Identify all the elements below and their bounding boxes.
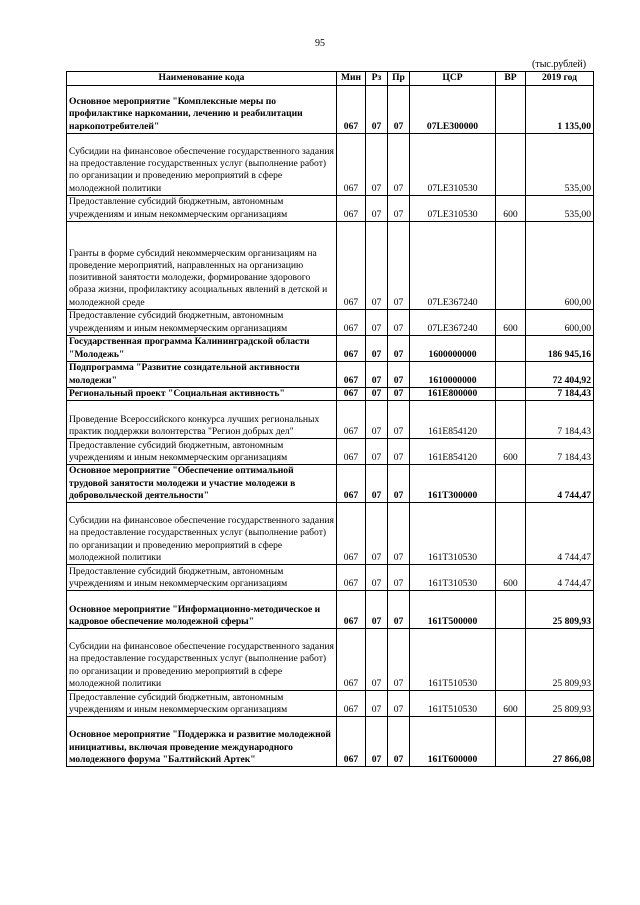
row-csr: 07LE310530 [410,134,496,196]
row-min: 067 [337,222,366,310]
table-row [67,565,594,591]
row-name: Региональный проект "Социальная активность" [67,388,337,401]
row-vr [496,86,526,134]
row-name: Подпрограмма "Развитие созидательной активности молодежи" [67,362,337,388]
row-name: Предоставление субсидий бюджетным, автономным учреждениям и иным некоммерческим организациям [67,439,337,465]
row-name: Субсидии на финансовое обеспечение государственного задания на предоставление государственных услуг (выполнение работ) по организации и проведению мероприятий в сфере молодежной политики [67,134,337,196]
row-name: Предоставление субсидий бюджетным, автономным учреждениям и иным некоммерческим организациям [67,691,337,717]
table-row [67,388,594,401]
row-sum: 600,00 [526,222,594,310]
row-name: Основное мероприятие "Поддержка и развитие молодежной инициативы, включая проведение международного молодежного форума "Балтийский Артек" [67,717,337,767]
row-pr: 07 [388,465,410,503]
table-row [67,310,594,336]
table-row [67,503,594,565]
row-pr: 07 [388,629,410,691]
row-min: 067 [337,401,366,439]
row-sum: 4 744,47 [526,565,594,591]
row-sum: 600,00 [526,310,594,336]
row-rz: 07 [366,591,388,629]
row-vr: 600 [496,691,526,717]
header-pr: Пр [388,72,410,86]
row-csr: 161E854120 [410,439,496,465]
row-min: 067 [337,503,366,565]
row-csr: 1610000000 [410,362,496,388]
row-csr: 07LE300000 [410,86,496,134]
row-pr: 07 [388,196,410,222]
row-csr: 161T310530 [410,503,496,565]
row-pr: 07 [388,591,410,629]
row-min: 067 [337,591,366,629]
row-sum: 27 866,08 [526,717,594,767]
row-rz: 07 [366,196,388,222]
row-vr [496,362,526,388]
row-pr: 07 [388,388,410,401]
row-rz: 07 [366,439,388,465]
row-sum: 7 184,43 [526,388,594,401]
row-min: 067 [337,336,366,362]
header-name: Наименование кода [67,72,337,86]
row-sum: 25 809,93 [526,591,594,629]
table-row [67,691,594,717]
row-min: 067 [337,565,366,591]
table-row [67,439,594,465]
table-row [67,465,594,503]
row-csr: 161T500000 [410,591,496,629]
row-pr: 07 [388,222,410,310]
row-rz: 07 [366,310,388,336]
row-csr: 161T510530 [410,629,496,691]
row-pr: 07 [388,401,410,439]
row-min: 067 [337,86,366,134]
row-vr: 600 [496,565,526,591]
row-csr: 07LE367240 [410,310,496,336]
table-row [67,401,594,439]
row-csr: 161E854120 [410,401,496,439]
row-name: Предоставление субсидий бюджетным, автономным учреждениям и иным некоммерческим организациям [67,196,337,222]
budget-table [66,71,594,767]
row-sum: 25 809,93 [526,629,594,691]
row-name: Основное мероприятие "Информационно-методическое и кадровое обеспечение молодежной сферы" [67,591,337,629]
row-vr [496,465,526,503]
row-name: Субсидии на финансовое обеспечение государственного задания на предоставление государственных услуг (выполнение работ) по организации и проведению мероприятий в сфере молодежной политики [67,629,337,691]
table-row [67,222,594,310]
row-rz: 07 [366,691,388,717]
row-rz: 07 [366,134,388,196]
row-vr: 600 [496,439,526,465]
row-vr: 600 [496,310,526,336]
row-vr [496,134,526,196]
row-rz: 07 [366,86,388,134]
row-csr: 161T300000 [410,465,496,503]
row-pr: 07 [388,134,410,196]
row-min: 067 [337,134,366,196]
row-csr: 161E800000 [410,388,496,401]
row-sum: 535,00 [526,134,594,196]
row-name: Проведение Всероссийского конкурса лучших региональных практик поддержки волонтерства "Регион добрых дел" [67,401,337,439]
row-name: Гранты в форме субсидий некоммерческим организациям на проведение мероприятий, направленных на организацию позитивной занятости молодежи, формирование здорового образа жизни, профилактику асоциальных явлений в детской и молодежной среде [67,222,337,310]
table-row [67,134,594,196]
row-sum: 1 135,00 [526,86,594,134]
row-vr: 600 [496,196,526,222]
row-rz: 07 [366,336,388,362]
table-row [67,196,594,222]
header-csr: ЦСР [410,72,496,86]
row-pr: 07 [388,439,410,465]
row-min: 067 [337,196,366,222]
table-row [67,591,594,629]
row-rz: 07 [366,362,388,388]
row-csr: 161T600000 [410,717,496,767]
row-vr [496,591,526,629]
row-vr [496,629,526,691]
row-min: 067 [337,362,366,388]
row-vr [496,388,526,401]
row-sum: 4 744,47 [526,465,594,503]
table-row [67,629,594,691]
row-sum: 7 184,43 [526,401,594,439]
header-min: Мин [337,72,366,86]
row-sum: 4 744,47 [526,503,594,565]
row-vr [496,401,526,439]
row-vr [496,222,526,310]
header-vr: ВР [496,72,526,86]
row-rz: 07 [366,222,388,310]
table-row [67,717,594,767]
row-min: 067 [337,717,366,767]
row-min: 067 [337,691,366,717]
row-sum: 25 809,93 [526,691,594,717]
row-name: Основное мероприятие "Обеспечение оптимальной трудовой занятости молодежи и участие молодежи в добровольческой деятельности" [67,465,337,503]
row-csr: 07LE310530 [410,196,496,222]
row-name: Предоставление субсидий бюджетным, автономным учреждениям и иным некоммерческим организациям [67,565,337,591]
row-pr: 07 [388,717,410,767]
row-sum: 72 404,92 [526,362,594,388]
row-csr: 161T510530 [410,691,496,717]
units-label: (тыс.рублей) [532,59,587,70]
page-number: 95 [315,38,325,49]
table-header-row [67,72,594,86]
row-rz: 07 [366,388,388,401]
table-row [67,336,594,362]
table-row [67,362,594,388]
row-min: 067 [337,439,366,465]
row-sum: 535,00 [526,196,594,222]
row-min: 067 [337,388,366,401]
header-rz: Рз [366,72,388,86]
row-rz: 07 [366,629,388,691]
row-pr: 07 [388,362,410,388]
row-pr: 07 [388,310,410,336]
row-vr [496,717,526,767]
row-sum: 186 945,16 [526,336,594,362]
row-name: Субсидии на финансовое обеспечение государственного задания на предоставление государственных услуг (выполнение работ) по организации и проведению мероприятий в сфере молодежной политики [67,503,337,565]
row-min: 067 [337,310,366,336]
header-year: 2019 год [526,72,594,86]
row-name: Государственная программа Калининградской области "Молодежь" [67,336,337,362]
row-pr: 07 [388,691,410,717]
row-rz: 07 [366,565,388,591]
row-rz: 07 [366,503,388,565]
row-pr: 07 [388,565,410,591]
row-rz: 07 [366,717,388,767]
row-rz: 07 [366,401,388,439]
table-row [67,86,594,134]
row-rz: 07 [366,465,388,503]
row-min: 067 [337,465,366,503]
row-csr: 161T310530 [410,565,496,591]
row-pr: 07 [388,86,410,134]
row-min: 067 [337,629,366,691]
row-pr: 07 [388,336,410,362]
row-sum: 7 184,43 [526,439,594,465]
row-csr: 1600000000 [410,336,496,362]
row-name: Основное мероприятие "Комплексные меры по профилактике наркомании, лечению и реабилитации наркопотребителей" [67,86,337,134]
row-vr [496,336,526,362]
row-csr: 07LE367240 [410,222,496,310]
row-vr [496,503,526,565]
row-pr: 07 [388,503,410,565]
row-name: Предоставление субсидий бюджетным, автономным учреждениям и иным некоммерческим организациям [67,310,337,336]
